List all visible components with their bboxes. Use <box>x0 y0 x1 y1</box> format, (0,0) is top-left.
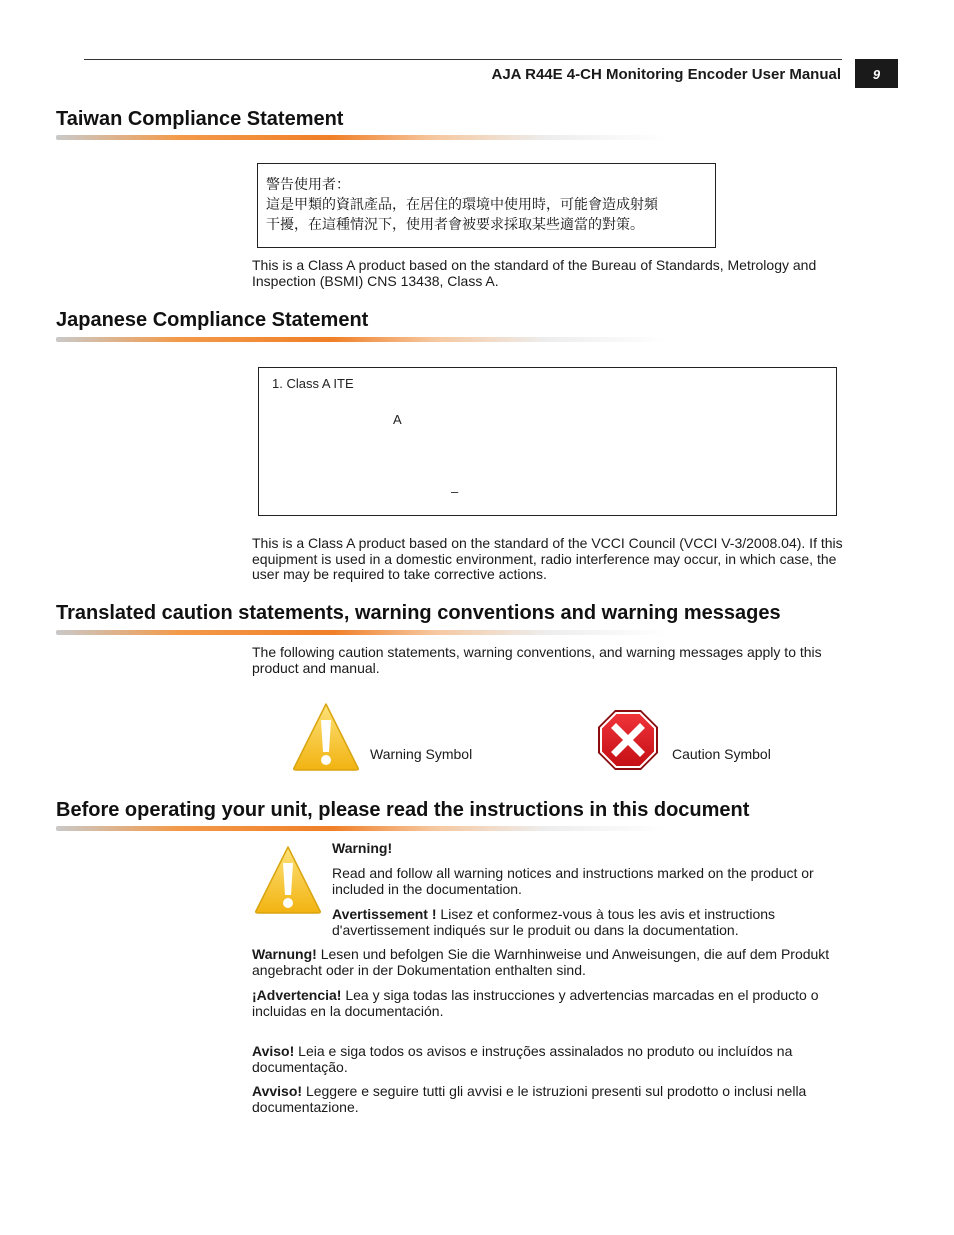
italian-label: Avviso! <box>252 1083 303 1099</box>
japanese-statement: This is a Class A product based on the standard of the VCCI Council (VCCI V-3/2008.04). If this equipment is used in a domestic environment, radio interference may occur, in which case, the user may be required to take corrective actions. <box>252 535 843 582</box>
caution-symbol-label: Caution Symbol <box>672 746 771 762</box>
warning-italian <box>252 1084 864 1115</box>
warning-title: Warning! <box>332 840 393 856</box>
before-heading-underline <box>56 826 668 831</box>
taiwan-warning-line-1: 警告使用者： <box>266 177 350 193</box>
header-rule <box>84 59 842 60</box>
japanese-heading-underline <box>56 337 668 342</box>
manual-title: AJA R44E 4-CH Monitoring Encoder User Manual <box>491 66 841 83</box>
taiwan-heading-underline <box>56 135 668 140</box>
warning-french <box>332 907 862 938</box>
page-number: 9 <box>855 59 898 88</box>
japanese-box-line-3: – <box>451 484 459 499</box>
translated-heading: Translated caution statements, warning conventions and warning messages <box>56 602 781 624</box>
german-text: Lesen und befolgen Sie die Warnhinweise und Anweisungen, die auf dem Produkt angebracht oder in der Dokumentation enthalten sind. <box>252 946 830 978</box>
german-label: Warnung! <box>252 946 317 962</box>
taiwan-warning-box <box>257 163 716 248</box>
warning-spanish <box>252 988 864 1019</box>
japanese-box-line-2: A <box>393 412 402 427</box>
spanish-label: ¡Advertencia! <box>252 987 342 1003</box>
french-label: Avertissement ! <box>332 906 437 922</box>
portuguese-text: Leia e siga todos os avisos e instruções assinalados no produto ou incluídos na documentação. <box>252 1043 793 1075</box>
translated-heading-underline <box>56 630 668 635</box>
warning-german <box>252 947 864 978</box>
warning-portuguese <box>252 1044 864 1075</box>
warning-text: Read and follow all warning notices and instructions marked on the product or included in the documentation. <box>332 865 814 897</box>
japanese-box-line-1: 1. Class A ITE <box>272 376 354 391</box>
japanese-heading: Japanese Compliance Statement <box>56 309 369 331</box>
caution-stop-icon <box>597 709 659 771</box>
before-heading: Before operating your unit, please read the instructions in this document <box>56 799 750 821</box>
taiwan-warning-line-3: 干擾，在這種情況下，使用者會被要求採取某些適當的對策。 <box>266 217 644 233</box>
taiwan-heading: Taiwan Compliance Statement <box>56 108 344 130</box>
warning-symbol-label: Warning Symbol <box>370 746 473 762</box>
warning-triangle-icon <box>254 845 322 915</box>
spanish-text: Lea y siga todas las instrucciones y advertencias marcadas en el producto o incluidas en la documentación. <box>252 987 819 1019</box>
japanese-vcci-box <box>258 367 837 516</box>
italian-text: Leggere e seguire tutti gli avvisi e le istruzioni presenti sul prodotto o inclusi nella documentazione. <box>252 1083 807 1115</box>
french-text: Lisez et conformez-vous à tous les avis et instructions d'avertissement indiqués sur le produit ou dans la documentation. <box>332 906 776 938</box>
translated-intro: The following caution statements, warning conventions, and warning messages apply to this product and manual. <box>252 644 822 676</box>
taiwan-warning-line-2: 這是甲類的資訊產品，在居住的環境中使用時，可能會造成射頻 <box>266 197 658 213</box>
portuguese-label: Aviso! <box>252 1043 295 1059</box>
warning-triangle-icon <box>292 702 360 772</box>
taiwan-warning-text <box>266 175 711 235</box>
taiwan-statement: This is a Class A product based on the standard of the Bureau of Standards, Metrology and Inspection (BSMI) CNS 13438, Class A. <box>252 257 817 289</box>
